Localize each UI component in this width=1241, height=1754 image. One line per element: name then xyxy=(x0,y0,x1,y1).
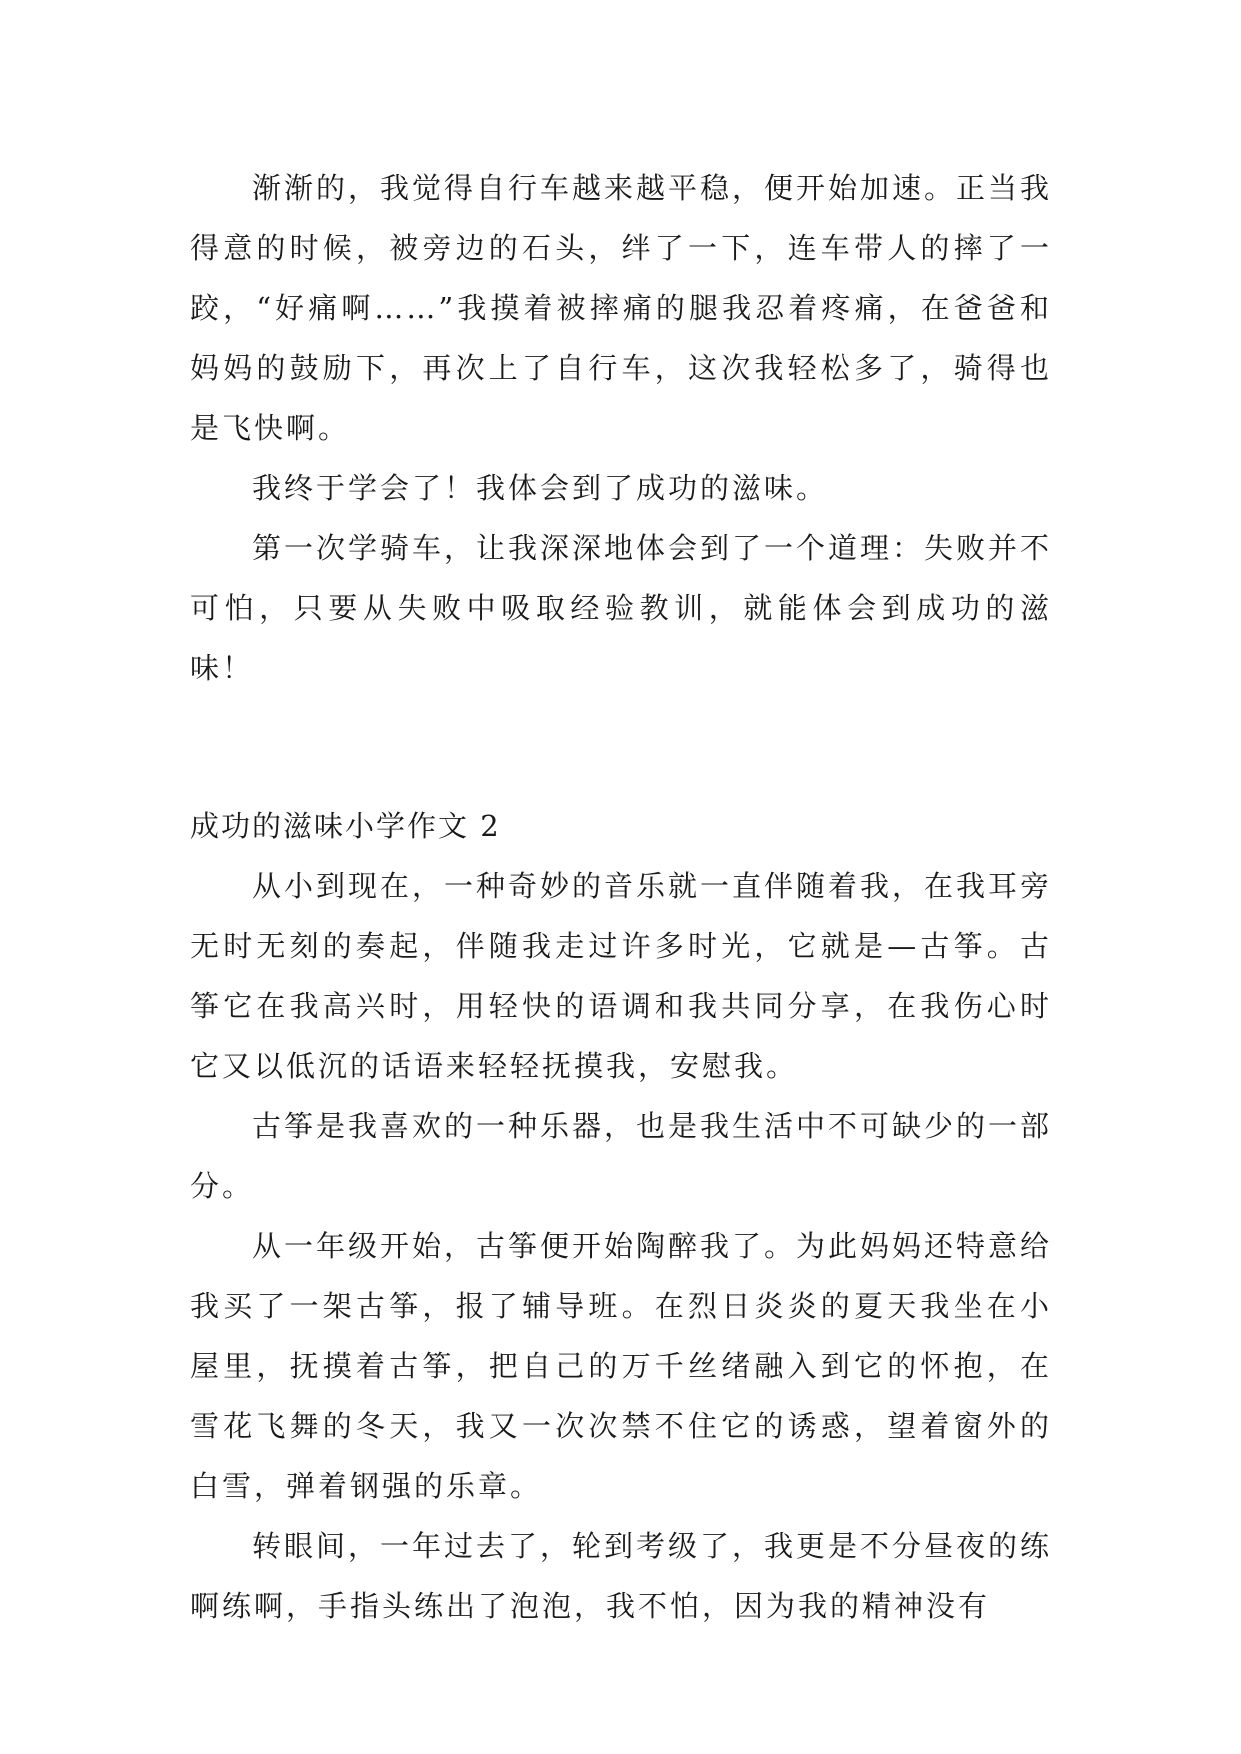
paragraph-success-taste: 我终于学会了！我体会到了成功的滋味。 xyxy=(252,471,829,505)
paragraph-exam-practice: 转眼间，一年过去了，轮到考级了，我更是不分昼夜的练啊练啊，手指头练出了泡泡，我不怕，因为我的精神没有 xyxy=(190,1529,1053,1623)
section-title: 成功的滋味小学作文 2 xyxy=(190,809,501,843)
paragraph-learning-to-ride: 渐渐的，我觉得自行车越来越平稳，便开始加速。正当我得意的时候，被旁边的石头，绊了一下，连车带人的摔了一跤，“好痛啊……”我摸着被摔痛的腿我忍着疼痛，在爸爸和妈妈的鼓励下，再次上了自行车，这次我轻松多了，骑得也是飞快啊。 xyxy=(190,171,1053,445)
paragraph-lesson-learned: 第一次学骑车，让我深深地体会到了一个道理：失败并不可怕，只要从失败中吸取经验教训，就能体会到成功的滋味！ xyxy=(190,531,1053,685)
paragraph-guzheng-favorite: 古筝是我喜欢的一种乐器，也是我生活中不可缺少的一部分。 xyxy=(190,1109,1053,1203)
document-body xyxy=(190,158,1052,1636)
paragraph-guzheng-practice: 从一年级开始，古筝便开始陶醉我了。为此妈妈还特意给我买了一架古筝，报了辅导班。在烈日炎炎的夏天我坐在小屋里，抚摸着古筝，把自己的万千丝绪融入到它的怀抱，在雪花飞舞的冬天，我又一次次禁不住它的诱惑，望着窗外的白雪，弹着钢强的乐章。 xyxy=(190,1229,1053,1503)
paragraph-guzheng-intro: 从小到现在，一种奇妙的音乐就一直伴随着我，在我耳旁无时无刻的奏起，伴随我走过许多时光，它就是—古筝。古筝它在我高兴时，用轻快的语调和我共同分享，在我伤心时它又以低沉的话语来轻轻抚摸我，安慰我。 xyxy=(190,869,1053,1083)
